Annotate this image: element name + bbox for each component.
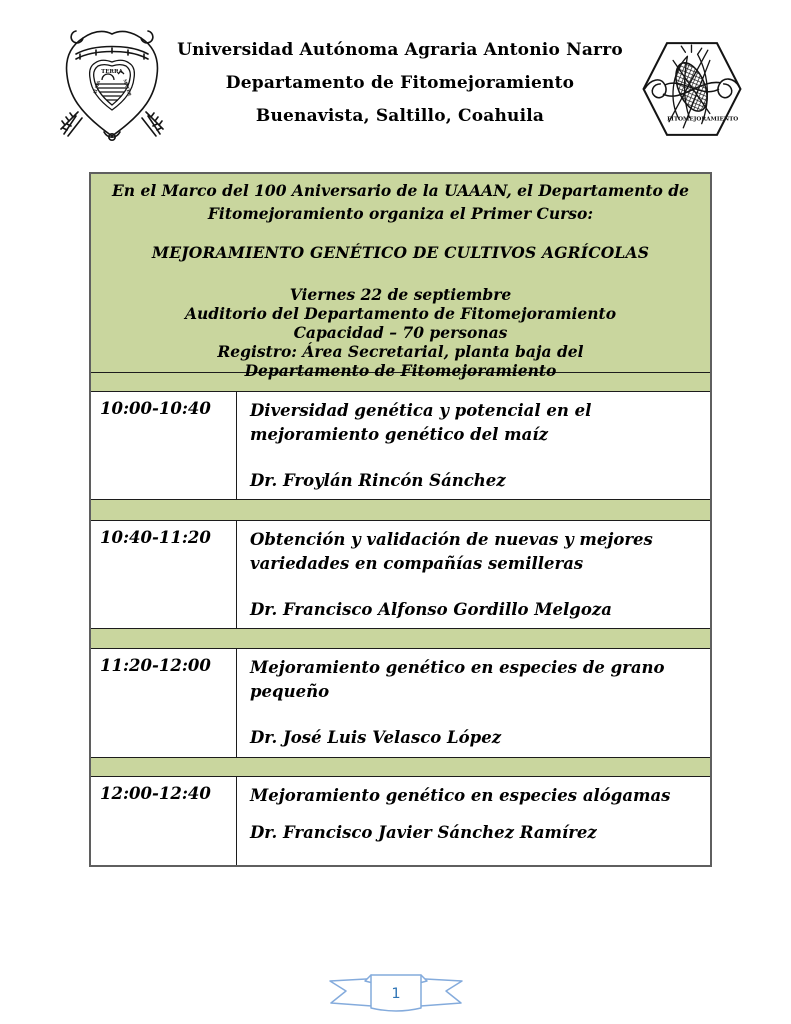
course-banner-cell bbox=[91, 174, 710, 380]
page-number: 1 bbox=[390, 986, 401, 1002]
time-cell: 11:20-12:00 bbox=[91, 649, 237, 757]
document-header bbox=[0, 0, 791, 165]
crest-motto-terra: TERRA bbox=[101, 69, 123, 75]
banner-intro-line1: En el Marco del 100 Aniversario de la UAAAN, el Departamento de bbox=[111, 181, 689, 200]
schedule-row bbox=[91, 392, 710, 500]
fitomejoramiento-seal-icon bbox=[638, 38, 746, 140]
program-table bbox=[89, 172, 712, 867]
session-cell bbox=[237, 649, 710, 757]
session-speaker: Dr. Froylán Rincón Sánchez bbox=[250, 471, 506, 490]
session-speaker: Dr. José Luis Velasco López bbox=[250, 728, 502, 747]
session-cell bbox=[237, 521, 710, 628]
separator-row bbox=[91, 758, 710, 777]
page-footer bbox=[0, 968, 791, 1020]
course-title: MEJORAMIENTO GENÉTICO DE CULTIVOS AGRÍCOLAS bbox=[151, 243, 650, 262]
session-title: Obtención y validación de nuevas y mejores variedades en compañías semilleras bbox=[250, 530, 653, 573]
separator-row bbox=[91, 629, 710, 649]
schedule-row bbox=[91, 521, 710, 629]
course-date: Viernes 22 de septiembre bbox=[289, 285, 512, 304]
registration-line1: Registro: Área Secretarial, planta baja del bbox=[217, 342, 584, 361]
crest-motto-mater: MATER bbox=[122, 78, 133, 97]
time-cell: 12:00-12:40 bbox=[91, 777, 237, 865]
seal-label: FITOMEJORAMIENTO bbox=[667, 116, 739, 123]
separator-row bbox=[91, 500, 710, 521]
crest-motto-alma: ALMA bbox=[92, 80, 102, 96]
registration-line2: Departamento de Fitomejoramiento bbox=[244, 361, 557, 380]
session-cell bbox=[237, 777, 710, 865]
session-speaker: Dr. Francisco Javier Sánchez Ramírez bbox=[250, 823, 597, 842]
university-name: Universidad Autónoma Agraria Antonio Narro bbox=[177, 40, 623, 60]
banner-intro-line2: Fitomejoramiento organiza el Primer Curso: bbox=[207, 204, 594, 223]
page-number-ribbon-icon bbox=[321, 968, 471, 1016]
course-venue: Auditorio del Departamento de Fitomejoramiento bbox=[184, 304, 617, 323]
session-title: Mejoramiento genético en especies de grano pequeño bbox=[250, 658, 665, 701]
schedule-row bbox=[91, 777, 710, 865]
course-capacity: Capacidad – 70 personas bbox=[293, 323, 508, 342]
header-title-block bbox=[150, 34, 650, 133]
time-cell: 10:40-11:20 bbox=[91, 521, 237, 628]
session-cell bbox=[237, 392, 710, 499]
time-cell: 10:00-10:40 bbox=[91, 392, 237, 499]
location-line: Buenavista, Saltillo, Coahuila bbox=[255, 106, 545, 126]
session-title: Diversidad genética y potencial en el mejoramiento genético del maíz bbox=[250, 401, 592, 444]
schedule-row bbox=[91, 649, 710, 758]
department-name: Departamento de Fitomejoramiento bbox=[225, 73, 575, 93]
session-speaker: Dr. Francisco Alfonso Gordillo Melgoza bbox=[250, 600, 612, 619]
session-title: Mejoramiento genético en especies alógamas bbox=[250, 786, 671, 805]
